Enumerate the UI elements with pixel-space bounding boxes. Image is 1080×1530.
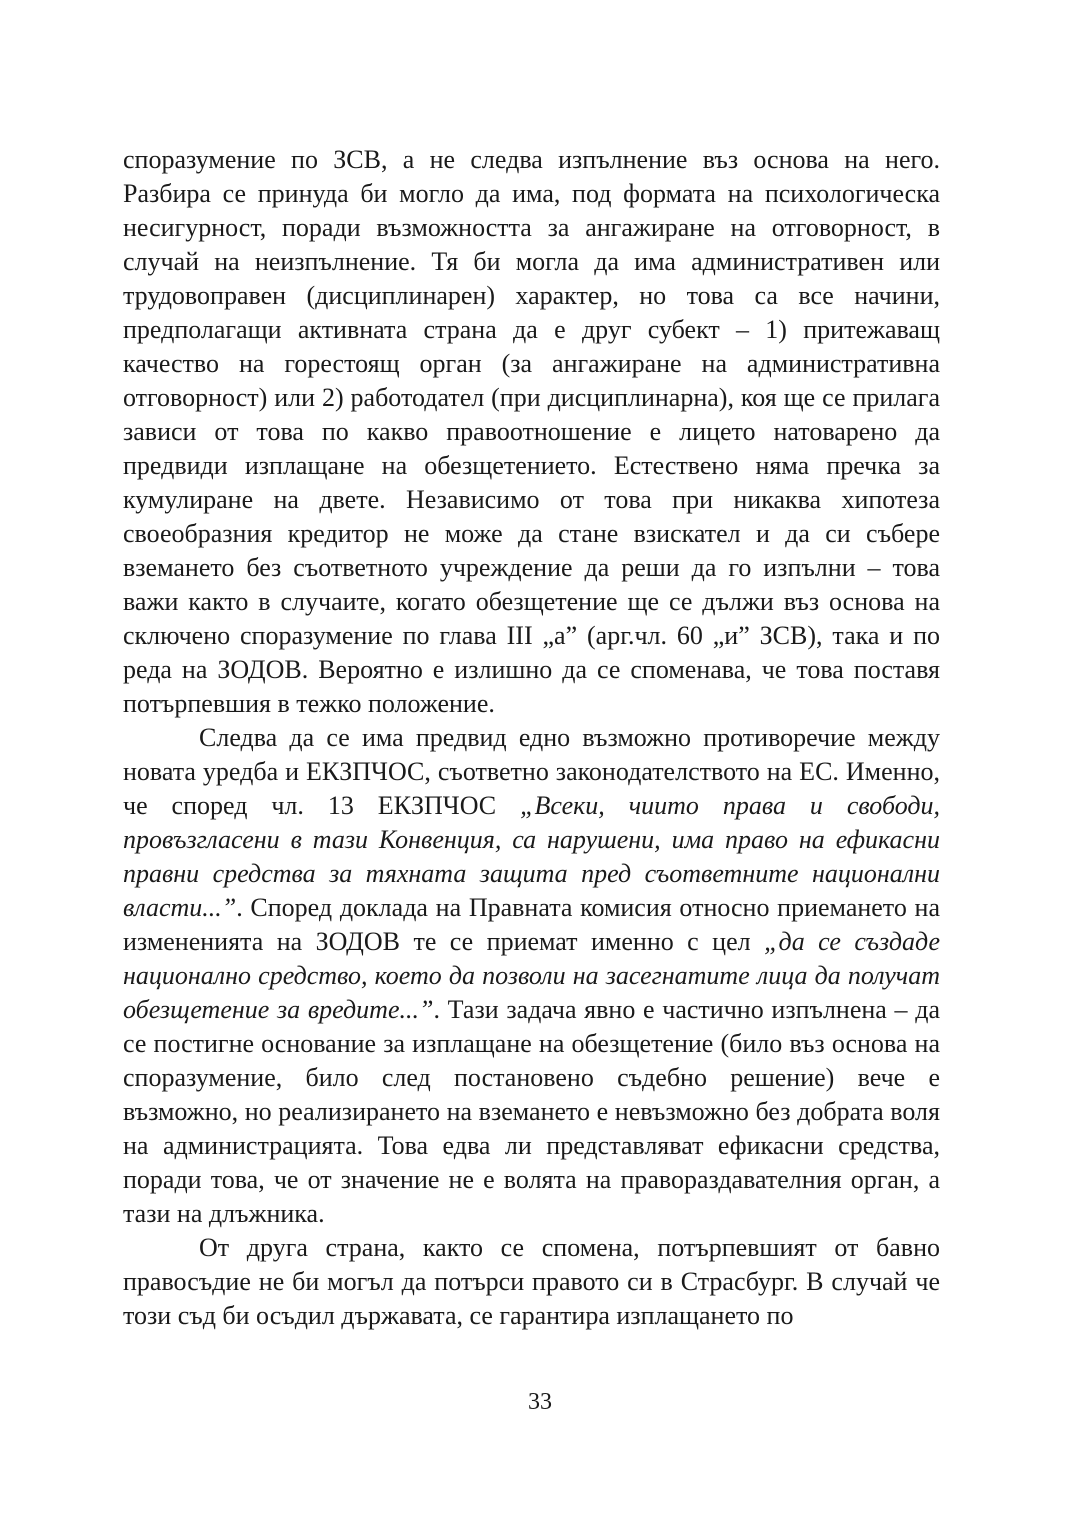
convention-quote: „Всеки, чиито права и свободи, провъзгласени в тази Конвенция, са нарушени, има право на ефикасни правни средства за тяхната защита пред съответните национални власти...”	[123, 791, 940, 922]
body-text	[123, 143, 940, 1333]
paragraph-2-text-c: . Тази задача явно е частично изпълнена – да се постигне основание за изплащане на обезщетение (било въз основа на споразумение, било след постановено съдебно решение) вече е възможно, но реализирането на вземането е невъзможно без добрата воля на администрацията. Това едва ли представляват ефикасни средства, поради това, че от значение не е волята на правораздавателния орган, а тази на длъжника.	[123, 995, 941, 1228]
paragraph-1	[123, 143, 940, 721]
page-number: 33	[528, 1389, 552, 1415]
paragraph-2-text-a: Следва да се има предвид едно възможно противоречие между новата уредба и ЕКЗПЧОС, съответно законодателството на ЕС. Именно, че според чл. 13 ЕКЗПЧОС	[123, 723, 940, 820]
paragraph-1-text: споразумение по ЗСВ, а не следва изпълнение въз основа на него. Разбира се принуда би могло да има, под формата на психологическа несигурност, поради възможността за ангажиране на отговорност, в случай на неизпълнение. Тя би могла да има административен или трудовоправен (дисциплинарен) характер, но това са все начини, предполагащи активната страна да е друг субект – 1) притежаващ качество на горестоящ орган (за ангажиране на административна отговорност) или 2) работодател (при дисциплинарна), коя ще се прилага зависи от това по какво правоотношение е лицето натоварено да предвиди изплащане на обезщетението. Естествено няма пречка за кумулиране на двете. Независимо от това при никаква хипотеза своеобразния кредитор не може да стане взискател и да си събере вземането без съответното учреждение да реши да го изпълни – това важи както в случаите, когато обезщетение ще се дължи въз основа на сключено споразумение по глава III „а” (арг.чл. 60 „и” ЗСВ), така и по реда на ЗОДОВ. Вероятно е излишно да се споменава, че това поставя потърпевшия в тежко положение.	[123, 145, 940, 718]
paragraph-3-text: От друга страна, както се спомена, потърпевшият от бавно правосъдие не би могъл да потърси правото си в Страсбург. В случай че този съд би осъдил държавата, се гарантира изплащането по	[123, 1233, 940, 1330]
paragraph-3	[123, 1231, 940, 1333]
paragraph-2-text-b: . Според доклада на Правната комисия относно приемането на измененията на ЗОДОВ те се приемат именно с цел	[123, 893, 940, 956]
paragraph-2	[123, 721, 940, 1231]
commission-quote: „да се създаде национално средство, което да позволи на засегнатите лица да получат обезщетение за вредите...”	[123, 927, 940, 1024]
